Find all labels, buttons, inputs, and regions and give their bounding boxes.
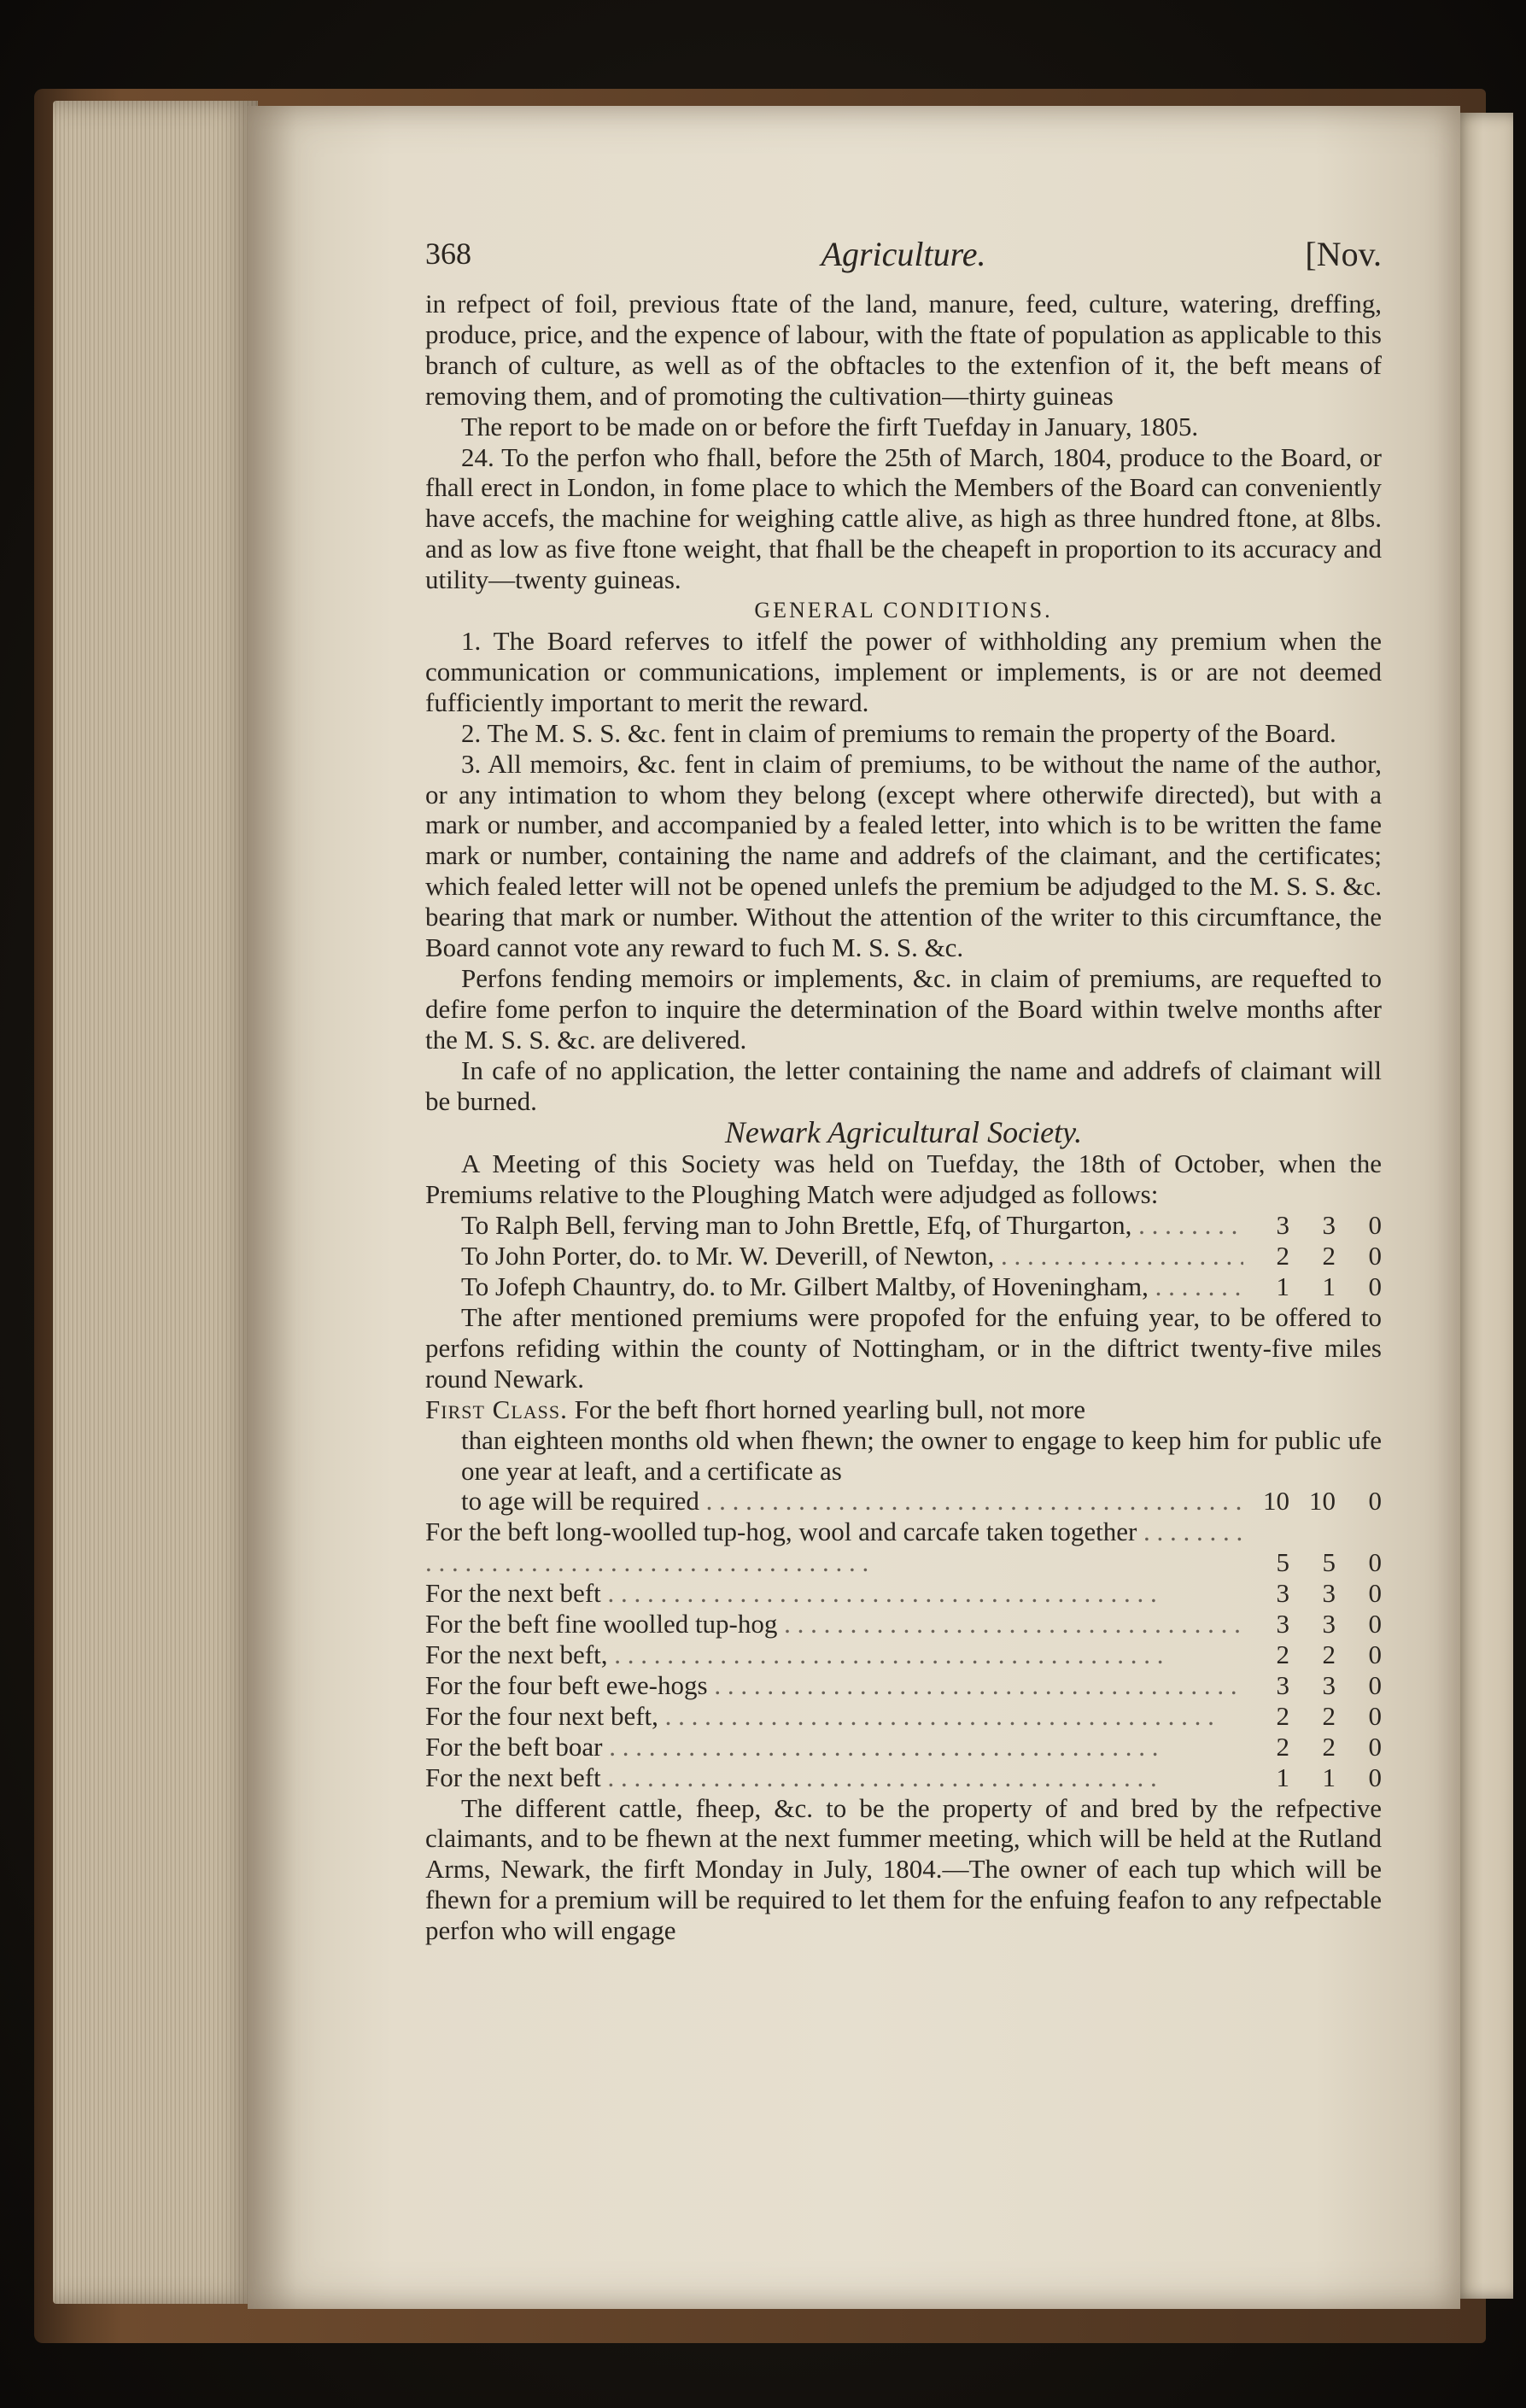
facing-page-edge	[1453, 113, 1513, 2299]
first-class-continuation: than eighteen months old when fhewn; the owner to engage to keep him for public ufe one year at leaft, and a certificate as	[461, 1424, 1382, 1486]
premium-amount: 3 3 0	[1276, 1669, 1382, 1700]
premium-row	[425, 1762, 1382, 1793]
premium-amount: 5 5 0	[1276, 1547, 1382, 1578]
premium-row	[425, 1486, 1382, 1517]
book-page	[248, 106, 1460, 2309]
premium-amount: 1 1 0	[1276, 1762, 1382, 1792]
condition-3: 3. All memoirs, &c. fent in claim of premiums, to be without the name of the author, or any intimation to whom they belong (except where otherwife directed), but with a mark or number, and accompanied by a fealed letter, into which is to be written the fame mark or number, containing the name and addrefs of the claimant, and the certificates; which fealed letter will not be opened unlefs the premium be adjudged to the M. S. S. &c. bearing that mark or number. Without the attention of the writer to this circumftance, the Board cannot vote any reward to fuch M. S. S. &c.	[425, 748, 1382, 963]
premium-label: For the beft long-woolled tup-hog, wool and carcafe taken together . .	[425, 1517, 1243, 1578]
premium-amount: 2 2 0	[1276, 1731, 1382, 1762]
running-head: Agriculture.	[821, 235, 986, 273]
premium-amount: 10 10 0	[1263, 1486, 1382, 1517]
award-amount: 1 1 0	[1276, 1271, 1382, 1302]
award-row	[425, 1271, 1382, 1302]
newark-after-awards: The after mentioned premiums were propofed for the enfuing year, to be offered to perfons refiding within the county of Nottingham, or in the diftrict twenty-five miles round Newark.	[425, 1302, 1382, 1394]
award-label: To Ralph Bell, ferving man to John Brettle, Efq, of Thurgarton, . .	[425, 1210, 1243, 1241]
paragraph-report-date: The report to be made on or before the firft Tuefday in January, 1805.	[461, 411, 1199, 441]
premium-row	[425, 1732, 1382, 1762]
premium-label: For the next beft, . .	[425, 1639, 1243, 1670]
premium-label: For the beft fine woolled tup-hog . .	[425, 1609, 1243, 1639]
award-row	[425, 1241, 1382, 1271]
premium-label: For the four beft ewe-hogs . .	[425, 1670, 1243, 1701]
award-amount: 3 3 0	[1276, 1210, 1382, 1241]
premium-row	[425, 1609, 1382, 1639]
month-label: [Nov.	[1305, 235, 1382, 273]
condition-2: 2. The M. S. S. &c. fent in claim of premiums to remain the property of the Board.	[461, 717, 1336, 748]
newark-intro: A Meeting of this Society was held on Tuefday, the 18th of October, when the Premiums relative to the Ploughing Match were adjudged as follows:	[425, 1148, 1382, 1210]
premium-amount: 3 3 0	[1276, 1578, 1382, 1609]
newark-society-heading: Newark Agricultural Society.	[724, 1115, 1083, 1150]
newark-closing: The different cattle, fheep, &c. to be the property of and bred by the refpective claimants, and to be fhewn at the next fummer meeting, which will be held at the Rutland Arms, Newark, the firft Monday in July, 1804.—The owner of each tup which will be fhewn for a premium will be required to let them for the enfuing feafon to any refpectable perfon who will engage	[425, 1792, 1382, 1946]
premium-label: For the next beft . .	[425, 1578, 1243, 1609]
premium-label: For the next beft . .	[425, 1762, 1243, 1793]
first-class-title: First Class.	[425, 1394, 568, 1424]
premium-row	[425, 1639, 1382, 1670]
award-label: To Jofeph Chauntry, do. to Mr. Gilbert Maltby, of Hoveningham, . .	[425, 1271, 1243, 1302]
page-edges	[53, 101, 258, 2304]
paragraph-continuation: in refpect of foil, previous ftate of the land, manure, feed, culture, watering, dreffing, produce, price, and the expence of labour, with the ftate of population as applicable to this branch of culture, as well as of the obftacles to the extenfion of it, the beft means of removing them, and of promoting the cultivation—thirty guineas	[425, 289, 1382, 411]
first-class-lead	[425, 1394, 1382, 1425]
award-label: To John Porter, do. to Mr. W. Deverill, of Newton, . .	[425, 1241, 1243, 1271]
premium-row	[425, 1578, 1382, 1609]
premium-label: to age will be required . .	[461, 1486, 1243, 1517]
paragraph-premium-24: 24. To the perfon who fhall, before the 25th of March, 1804, produce to the Board, or fhall erect in London, in fome place to which the Members of the Board can conveniently have accefs, the machine for weighing cattle alive, as high as three hundred ftone, at 8lbs. and as low as five ftone weight, that fhall be the cheapeft in proportion to its accuracy and utility—twenty guineas.	[425, 441, 1382, 595]
page-text	[425, 235, 1382, 1946]
premium-row	[425, 1517, 1382, 1578]
general-conditions-heading: GENERAL CONDITIONS.	[754, 598, 1053, 623]
condition-persons-sending: Perfons fending memoirs or implements, &c. in claim of premiums, are requefted to defire fome perfon to inquire the determination of the Board within twelve months after the M. S. S. &c. are delivered.	[425, 962, 1382, 1055]
premium-row	[425, 1670, 1382, 1701]
premium-amount: 3 3 0	[1276, 1609, 1382, 1639]
page-header	[425, 235, 1382, 282]
condition-1: 1. The Board referves to itfelf the power of withholding any premium when the communication or communications, implement or implements, is or are not deemed fufficiently important to merit the reward.	[425, 625, 1382, 717]
page-number: 368	[425, 237, 471, 271]
condition-no-application: In cafe of no application, the letter containing the name and addrefs of claimant will be burned.	[425, 1055, 1382, 1116]
first-class-lead-text: For the beft fhort horned yearling bull, not more	[574, 1394, 1085, 1424]
award-row	[425, 1210, 1382, 1241]
premium-amount: 2 2 0	[1276, 1700, 1382, 1731]
award-amount: 2 2 0	[1276, 1241, 1382, 1271]
premium-label: For the beft boar . .	[425, 1732, 1243, 1762]
premium-amount: 2 2 0	[1276, 1639, 1382, 1669]
premium-label: For the four next beft, . .	[425, 1701, 1243, 1732]
premium-row	[425, 1701, 1382, 1732]
